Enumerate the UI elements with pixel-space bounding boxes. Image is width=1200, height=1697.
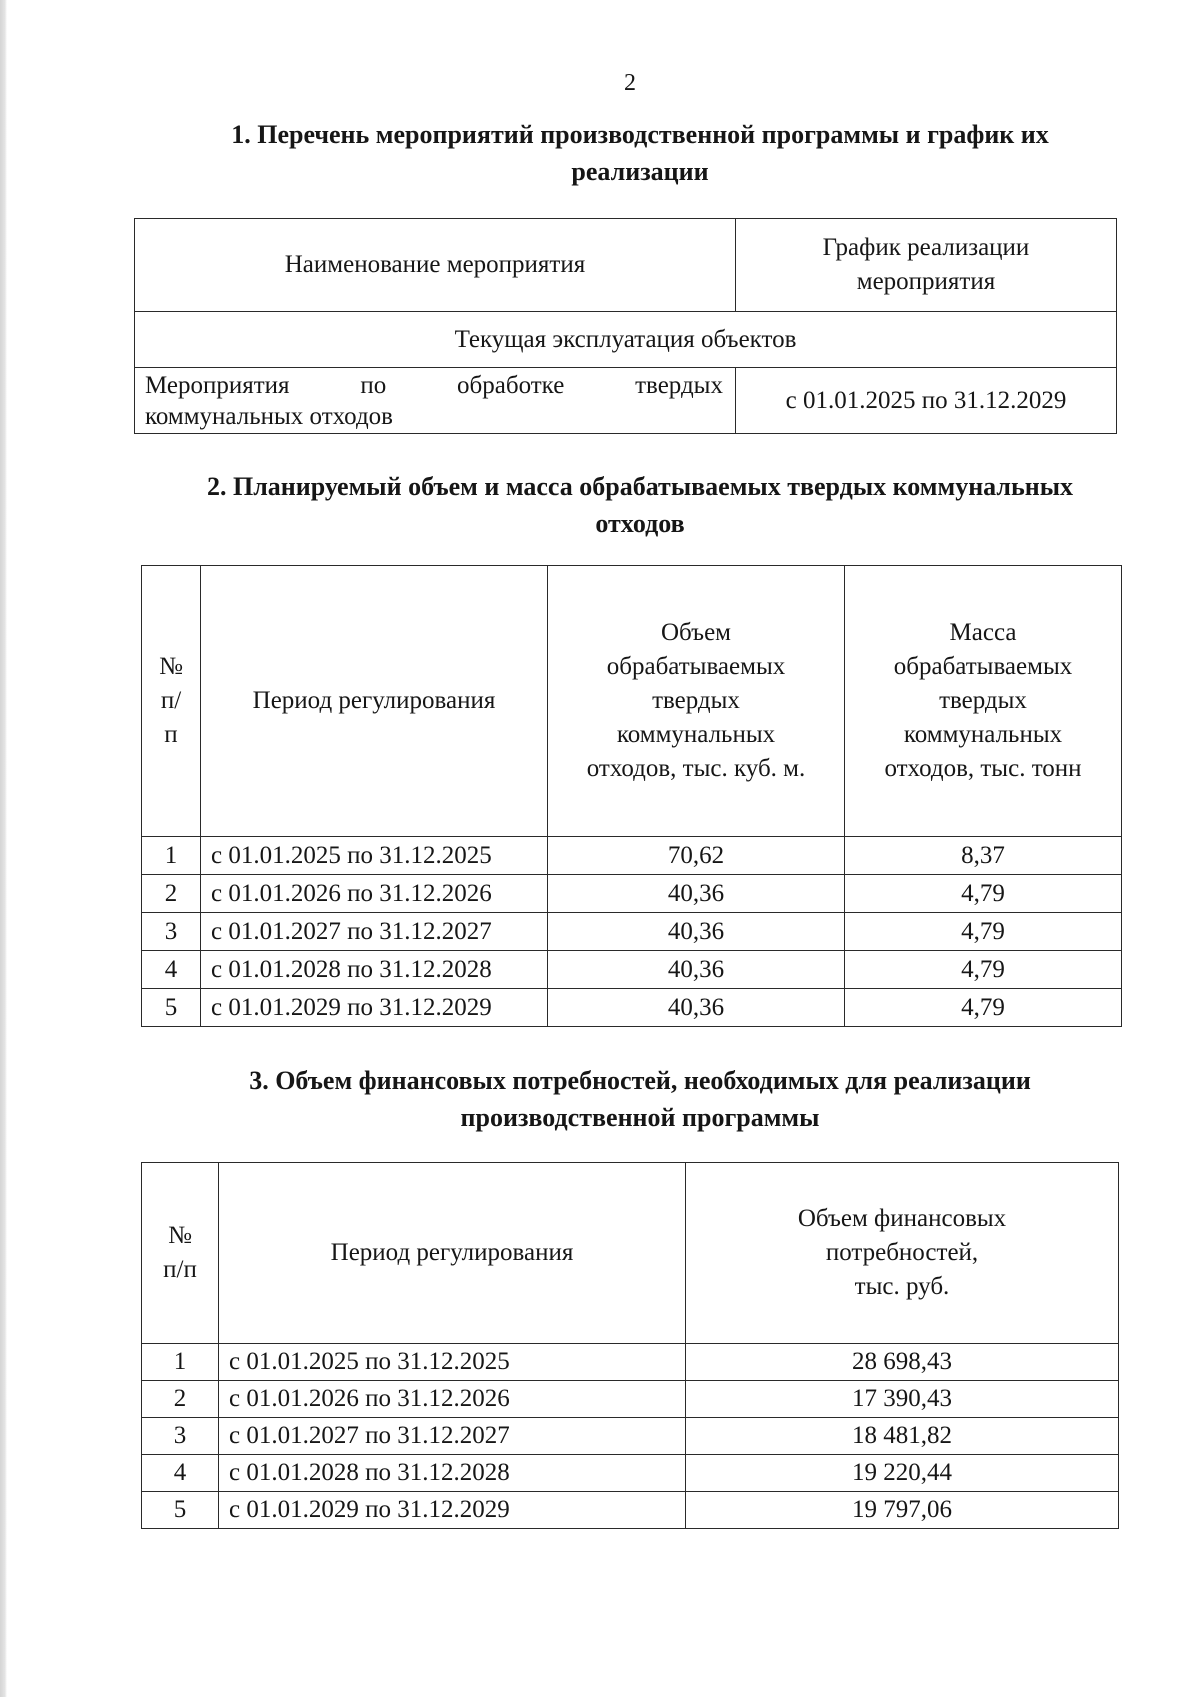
event-name-line <box>135 370 735 402</box>
row-number: 1 <box>142 1344 219 1381</box>
header-volume-line: отходов, тыс. куб. м. <box>586 755 806 782</box>
header-schedule <box>736 219 1117 312</box>
row-mass: 4,79 <box>845 913 1122 951</box>
section-1-title <box>140 116 1140 190</box>
table-group-row <box>135 312 1117 368</box>
header-number <box>142 1163 219 1344</box>
row-number: 3 <box>142 913 201 951</box>
event-name-word: Мероприятия <box>145 371 290 399</box>
header-event-name: Наименование мероприятия <box>135 219 736 312</box>
event-name-word: обработке <box>457 371 565 399</box>
section-2-title-line: 2. Планируемый объем и масса обрабатываемых твердых коммунальных <box>206 472 1074 501</box>
row-mass: 4,79 <box>845 951 1122 989</box>
row-period: с 01.01.2029 по 31.12.2029 <box>219 1492 686 1529</box>
header-schedule-line: График реализации <box>822 234 1030 261</box>
header-volume-line: коммунальных <box>616 721 776 748</box>
row-mass: 8,37 <box>845 837 1122 875</box>
event-name-cell <box>135 368 736 434</box>
header-mass-line: обрабатываемых <box>893 653 1073 680</box>
row-period: с 01.01.2025 по 31.12.2025 <box>201 837 548 875</box>
row-number: 5 <box>142 1492 219 1529</box>
table-header-row <box>142 566 1122 837</box>
header-mass-line: твердых <box>939 687 1027 714</box>
header-number-line: п/п <box>163 1256 197 1283</box>
table-row <box>135 368 1117 434</box>
scan-page-edge <box>0 0 7 1697</box>
header-mass-line: Масса <box>949 619 1017 646</box>
row-number: 2 <box>142 1381 219 1418</box>
table-row <box>142 1492 1119 1529</box>
header-number <box>142 566 201 837</box>
header-mass-line: отходов, тыс. тонн <box>884 755 1082 782</box>
header-number-line: № <box>159 653 183 680</box>
group-row-current-operation: Текущая эксплуатация объектов <box>135 312 1117 368</box>
header-mass-line: коммунальных <box>903 721 1063 748</box>
row-period: с 01.01.2026 по 31.12.2026 <box>219 1381 686 1418</box>
row-number: 2 <box>142 875 201 913</box>
header-amount-line: Объем финансовых <box>797 1205 1007 1232</box>
table-row <box>142 951 1122 989</box>
section-3-title <box>140 1062 1140 1136</box>
row-volume: 70,62 <box>548 837 845 875</box>
section-1-title-line: 1. Перечень мероприятий производственной программы и график их <box>231 120 1049 149</box>
row-period: с 01.01.2028 по 31.12.2028 <box>201 951 548 989</box>
section-2-title-line: отходов <box>595 509 685 538</box>
row-period: с 01.01.2026 по 31.12.2026 <box>201 875 548 913</box>
row-amount: 19 797,06 <box>686 1492 1119 1529</box>
table-row <box>142 1381 1119 1418</box>
row-amount: 17 390,43 <box>686 1381 1119 1418</box>
section-1-title-line: реализации <box>571 157 709 186</box>
row-number: 3 <box>142 1418 219 1455</box>
header-number-line: № <box>168 1222 192 1249</box>
event-name-word: твердых <box>635 371 723 399</box>
row-mass: 4,79 <box>845 875 1122 913</box>
section-3-title-line: 3. Объем финансовых потребностей, необходимых для реализации <box>249 1066 1031 1095</box>
row-period: с 01.01.2028 по 31.12.2028 <box>219 1455 686 1492</box>
table-row <box>142 1344 1119 1381</box>
header-mass <box>845 566 1122 837</box>
table-row <box>142 913 1122 951</box>
section-3-table <box>141 1162 1119 1529</box>
row-number: 4 <box>142 951 201 989</box>
row-period: с 01.01.2025 по 31.12.2025 <box>219 1344 686 1381</box>
header-amount-line: тыс. руб. <box>854 1273 950 1300</box>
event-name-line: коммунальных отходов <box>145 402 393 430</box>
section-1-table <box>134 218 1117 434</box>
row-number: 4 <box>142 1455 219 1492</box>
section-2-title <box>140 468 1140 542</box>
header-amount <box>686 1163 1119 1344</box>
row-mass: 4,79 <box>845 989 1122 1027</box>
header-volume <box>548 566 845 837</box>
table-row <box>142 837 1122 875</box>
header-amount-line: потребностей, <box>825 1239 979 1266</box>
table-row <box>142 1418 1119 1455</box>
row-number: 1 <box>142 837 201 875</box>
table-row <box>142 1455 1119 1492</box>
schedule-cell: с 01.01.2025 по 31.12.2029 <box>736 368 1117 434</box>
header-number-line: п <box>164 721 178 748</box>
section-3-title-line: производственной программы <box>460 1103 820 1132</box>
header-volume-line: твердых <box>652 687 740 714</box>
table-header-row <box>135 219 1117 312</box>
table-header-row <box>142 1163 1119 1344</box>
row-amount: 18 481,82 <box>686 1418 1119 1455</box>
header-schedule-line: мероприятия <box>856 268 996 295</box>
row-amount: 19 220,44 <box>686 1455 1119 1492</box>
header-volume-line: обрабатываемых <box>606 653 786 680</box>
header-period: Период регулирования <box>219 1163 686 1344</box>
table-row <box>142 875 1122 913</box>
row-volume: 40,36 <box>548 951 845 989</box>
event-name-word: по <box>360 371 387 399</box>
section-2-table <box>141 565 1122 1027</box>
row-volume: 40,36 <box>548 875 845 913</box>
row-period: с 01.01.2029 по 31.12.2029 <box>201 989 548 1027</box>
row-volume: 40,36 <box>548 913 845 951</box>
row-volume: 40,36 <box>548 989 845 1027</box>
header-volume-line: Объем <box>661 619 731 646</box>
row-period: с 01.01.2027 по 31.12.2027 <box>219 1418 686 1455</box>
header-number-line: п/ <box>160 687 182 714</box>
row-period: с 01.01.2027 по 31.12.2027 <box>201 913 548 951</box>
row-amount: 28 698,43 <box>686 1344 1119 1381</box>
page-number: 2 <box>624 70 636 96</box>
row-number: 5 <box>142 989 201 1027</box>
table-row <box>142 989 1122 1027</box>
header-period: Период регулирования <box>201 566 548 837</box>
